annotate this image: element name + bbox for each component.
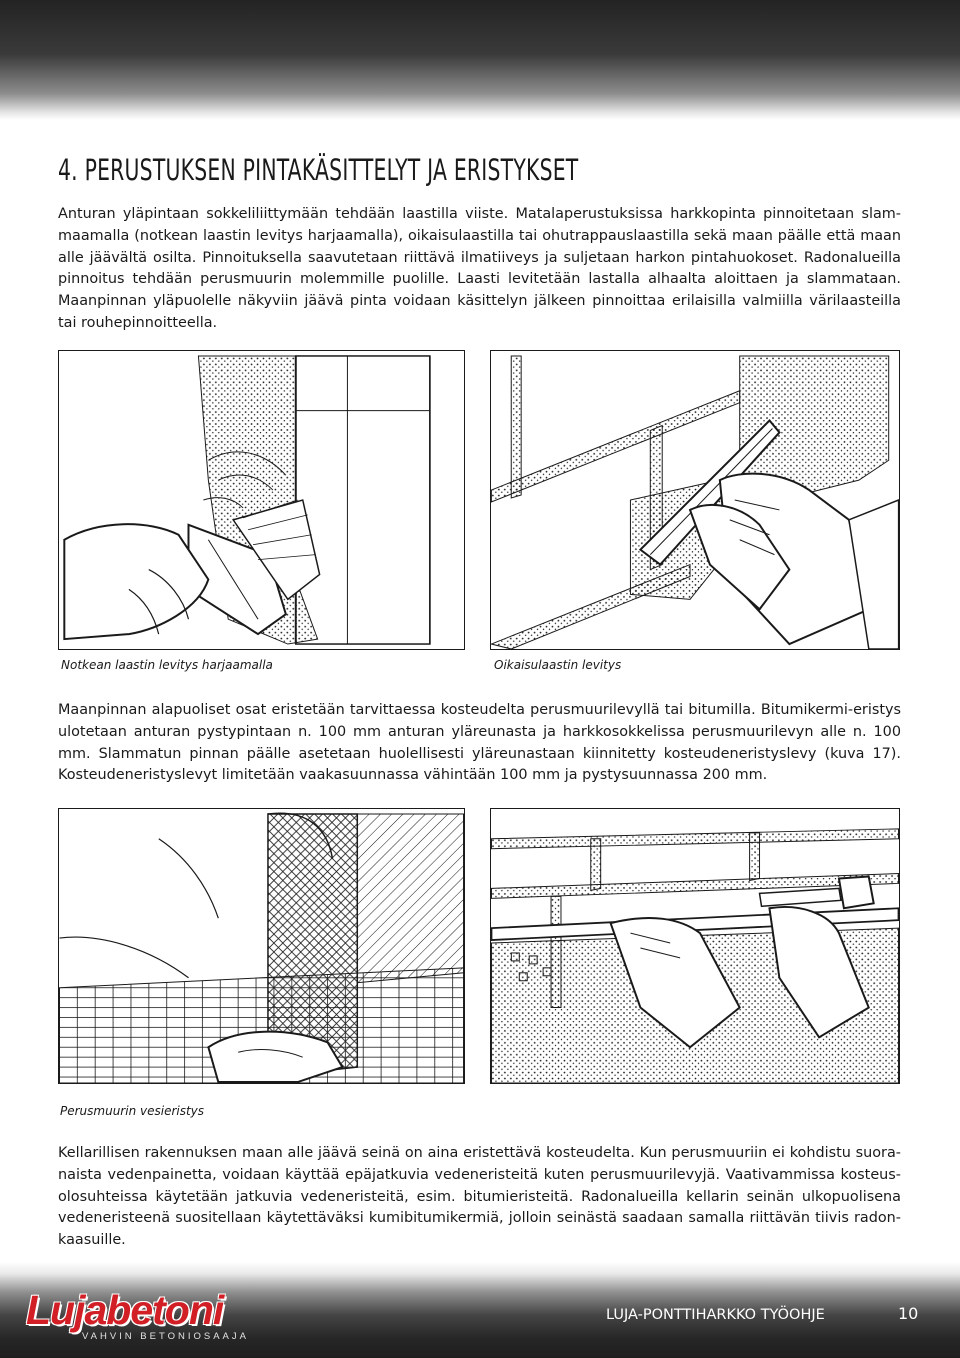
figure-caption: Oikaisulaastin levitys	[494, 658, 622, 672]
figure-fixing-strip	[490, 808, 900, 1084]
intro-paragraph: Anturan yläpintaan sokkeliliittymään tehdään laastilla viiste. Matalaperustuksissa harkkopinta pinnoitetaan slam-maamalla (notkean laastin levitys harjaamalla), oikaisulaastilla tai ohutrappauslaastilla sekä maan päälle että maan alle jäävältä osilta. Pinnoituksella saavutetaan riittävä ilmatiiveys ja suljetaan harkon pintahuokoset. Radonalueilla pinnoitus tehdään perusmuurin molemmille puolille. Laasti levitetään lastalla alhaalta aloittaen ja slammataan. Maanpinnan yläpuolelle näkyviin jäävä pinta voidaan käsittelyn jälkeen pinnoittaa erilaisilla valmiilla värilaasteilla tai rouhepinnoitteella.	[58, 206, 901, 331]
figure-membrane-roll	[58, 808, 465, 1084]
figure-trowel-application	[490, 350, 900, 650]
page-title: 4. PERUSTUKSEN PINTAKÄSITTELYT JA ERISTYKSET	[58, 153, 579, 187]
membrane-illustration	[59, 809, 464, 1083]
trowel-illustration	[491, 351, 899, 649]
insulation-paragraph: Maanpinnan alapuoliset osat eristetään tarvittaessa kosteudelta perusmuurilevyllä tai bitumilla. Bitumikermi-eristys ulotetaan anturan pystypintaan n. 100 mm anturan yläreunasta ja harkkosokkelissa perusmuurilevyn alle n. 100 mm. Slammatun pinnan päälle asetetaan huolellisesti yläreunastaan kiinnitetty kosteudeneristyslevy (kuva 17). Kosteudeneristyslevyt limitetään vaakasuunnassa vähintään 100 mm ja pystysuunnassa 200 mm.	[58, 702, 901, 784]
page-number: 10	[898, 1304, 919, 1323]
figure-brush-application	[58, 350, 465, 650]
fixing-illustration	[491, 809, 899, 1083]
brand-tagline: VAHVIN BETONIOSAAJA	[82, 1331, 249, 1342]
figure-caption: Perusmuurin vesieristys	[60, 1104, 205, 1118]
basement-paragraph: Kellarillisen rakennuksen maan alle jäävä seinä on aina eristettävä kosteudelta. Kun perusmuuriin ei kohdistu suora-naista vedenpainetta, voidaan käyttää epäjatkuvia vedeneristeitä kuten perusmuurilevyjä. Vaativammissa kosteus-olosuhteissa käytetään jatkuvia vedeneristeitä, esim. bitumieristeitä. Radonalueilla kellarin seinän ulkopuolisena vedeneristeenä suositellaan käytettäväksi kumibitumikermiä, jolloin seinästä saadaan samalla riittävän tiivis radon-kaasuille.	[58, 1145, 901, 1249]
brand-logo: Lujabetoni	[26, 1287, 224, 1333]
header-bar	[0, 0, 960, 120]
figure-caption: Notkean laastin levitys harjaamalla	[61, 658, 273, 672]
document-title: LUJA-PONTTIHARKKO TYÖOHJE	[606, 1307, 825, 1323]
brush-illustration	[59, 351, 464, 649]
